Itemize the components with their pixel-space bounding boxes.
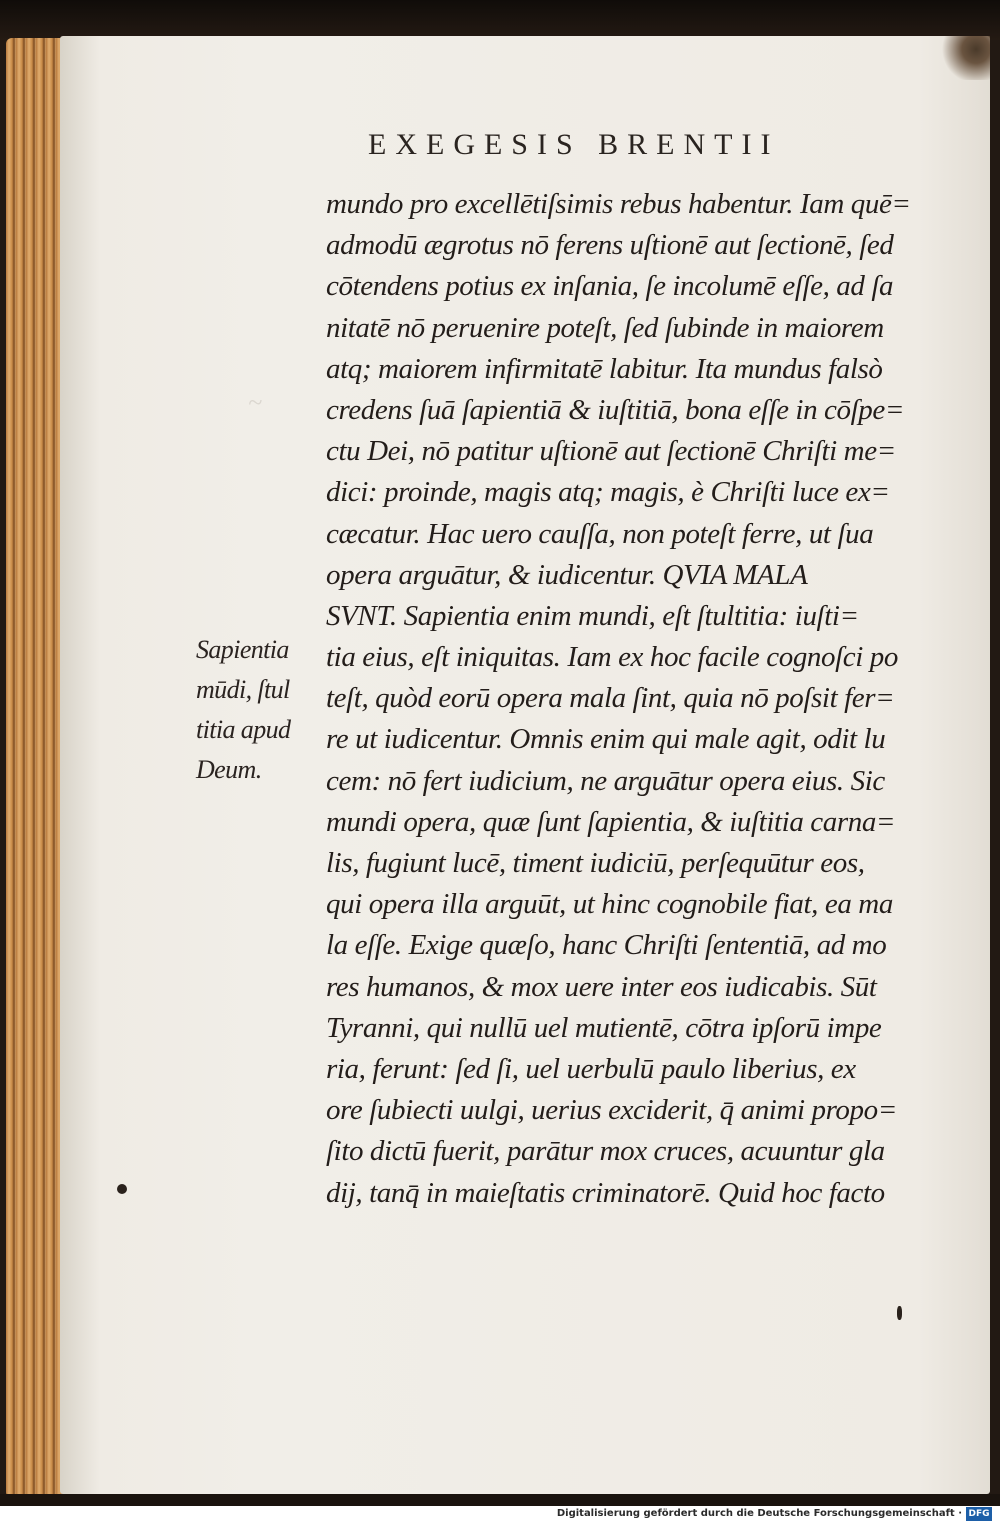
marginal-note <box>196 630 321 790</box>
text-line: qui opera illa arguūt, ut hinc cognobile fiat, ea ma <box>326 888 893 921</box>
scan-bottom-border <box>0 1494 1000 1506</box>
text-line: ore ſubiecti uulgi, uerius exciderit, q̄ animi propo= <box>326 1094 897 1127</box>
text-line: dici: proinde, magis atq; magis, è Chriſti luce ex= <box>326 476 890 509</box>
marginal-note-line: Deum. <box>196 755 262 784</box>
text-line: ctu Dei, nō patitur uſtionē aut ſectionē Chriſti me= <box>326 435 896 468</box>
text-line: Tyranni, qui nullū uel mutientē, cōtra ipſorū impe <box>326 1011 882 1044</box>
ink-spot <box>117 1184 127 1194</box>
text-line: atq; maiorem infirmitatē labitur. Ita mundus falsò <box>326 352 883 385</box>
text-line: cæcatur. Hac uero cauſſa, non poteſt ferre, ut ſua <box>326 517 874 550</box>
dfg-logo: DFG <box>966 1507 992 1521</box>
text-line: res humanos, & mox uere inter eos iudicabis. Sūt <box>326 970 877 1003</box>
text-line: ria, ferunt: ſed ſi, uel uerbulū paulo liberius, ex <box>326 1052 856 1085</box>
text-line: cem: nō fert iudicium, ne arguātur opera eius. Sic <box>326 764 885 797</box>
text-line: admodū ægrotus nō ferens uſtionē aut ſectionē, ſed <box>326 229 894 262</box>
running-head: EXEGESIS BRENTII <box>368 128 780 161</box>
text-line: nitatē nō peruenire poteſt, ſed ſubinde in maiorem <box>326 311 884 344</box>
scan-top-border <box>0 0 1000 40</box>
text-line: dij, tanq̄ in maieſtatis criminatorē. Quid hoc facto <box>326 1176 885 1209</box>
text-line: credens ſuā ſapientiā & iuſtitiā, bona eſſe in cōſpe= <box>326 393 905 426</box>
text-line: la eſſe. Exige quæſo, hanc Chriſti ſententiā, ad mo <box>326 929 887 962</box>
marginal-note-line: titia apud <box>196 715 291 744</box>
text-line: teſt, quòd eorū opera mala ſint, quia nō poſsit fer= <box>326 682 895 715</box>
bleed-through-mark: ~ <box>248 388 263 417</box>
text-line: tia eius, eſt iniquitas. Iam ex hoc facile cognoſci po <box>326 641 898 674</box>
text-line: mundi opera, quæ ſunt ſapientia, & iuſtitia carna= <box>326 805 896 838</box>
text-line: ſito dictū fuerit, parātur mox cruces, acuuntur gla <box>326 1135 885 1168</box>
page-corner-wear <box>920 36 990 80</box>
ink-spot <box>897 1306 902 1320</box>
marginal-note-line: Sapientia <box>196 635 289 664</box>
marginal-note-line: mūdi, ſtul <box>196 675 290 704</box>
text-line: cōtendens potius ex inſania, ſe incolumē eſſe, ad ſa <box>326 270 894 303</box>
text-line: mundo pro excellētiſsimis rebus habentur. Iam quē= <box>326 188 911 220</box>
main-text-block <box>326 184 946 1214</box>
text-line: re ut iudicentur. Omnis enim qui male agit, odit lu <box>326 723 886 756</box>
text-line: lis, fugiunt lucē, timent iudiciū, perſequūtur eos, <box>326 847 865 879</box>
text-line: SVNT. Sapientia enim mundi, eſt ſtultitia: iuſti= <box>326 599 859 632</box>
text-line: opera arguātur, & iudicentur. QVIA MALA <box>326 558 808 591</box>
digitization-credit: Digitalisierung gefördert durch die Deutsche Forschungsgemeinschaft · <box>556 1508 962 1519</box>
